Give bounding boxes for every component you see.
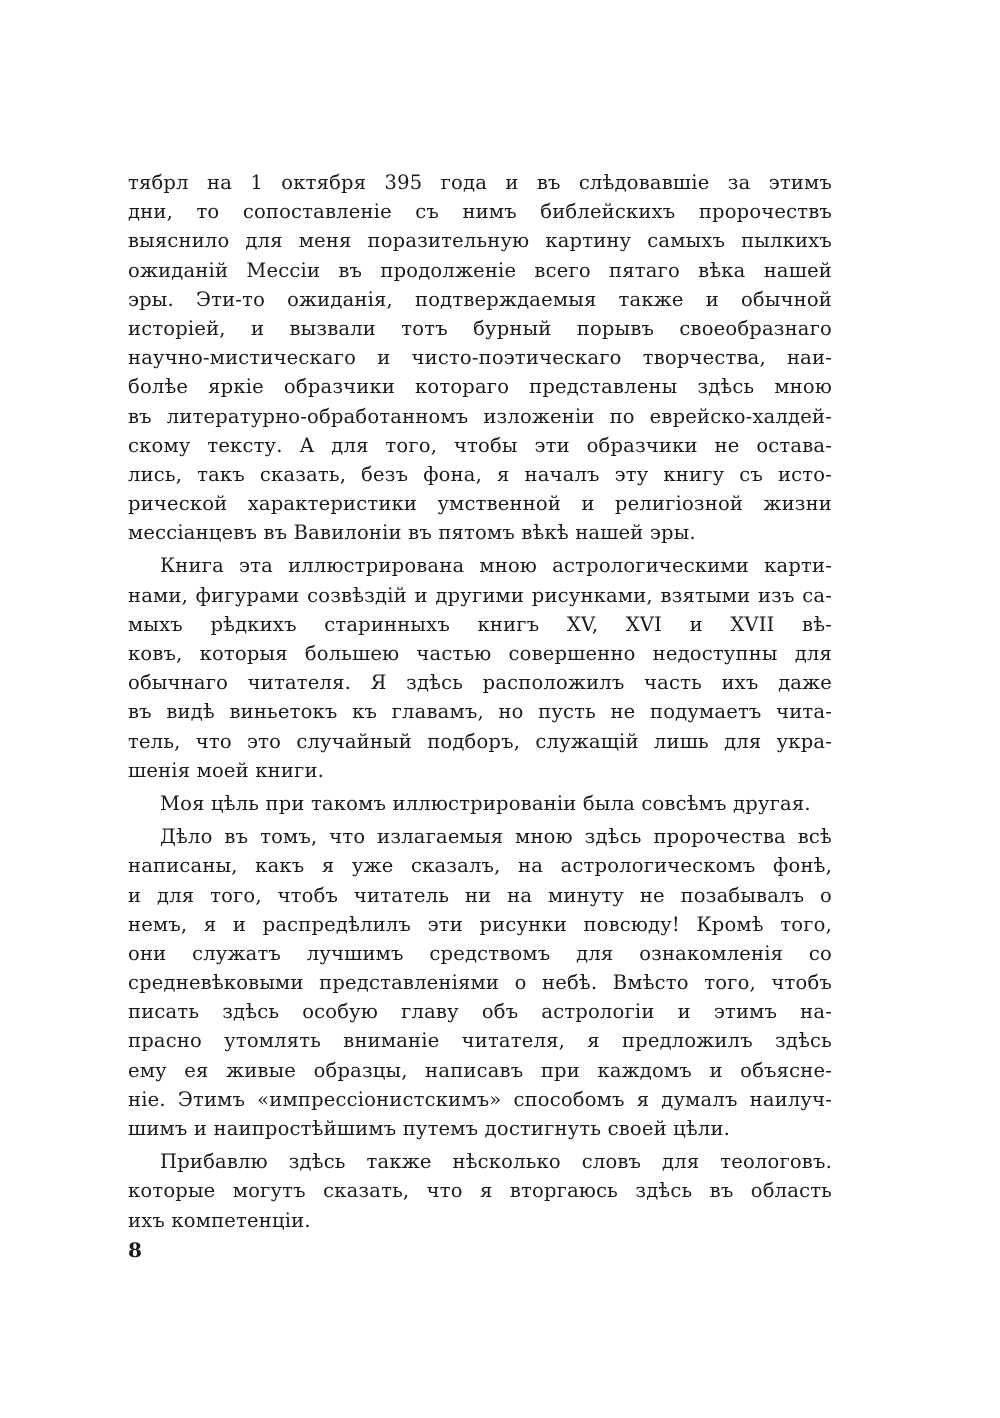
text-line: скому тексту. А для того, чтобы эти образчики не остава- (128, 433, 832, 457)
text-line: нами, фигурами созвѣздій и другими рисунками, взятыми изъ са- (128, 583, 832, 607)
text-line: научно-мистическаго и чисто-поэтическаго творчества, наи- (128, 346, 832, 370)
text-line: тель, что это случайный подборъ, служащій лишь для укра- (128, 729, 832, 753)
text-line: шимъ и наипростѣйшимъ путемъ достигнуть своей цѣли. (128, 1117, 731, 1140)
text-line: писать здѣсь особую главу объ астрологіи и этимъ на- (128, 1000, 832, 1024)
text-line: обычнаго читателя. Я здѣсь расположилъ часть ихъ даже (128, 671, 832, 695)
text-line: въ литературно-обработанномъ изложеніи по еврейско-халдей- (128, 404, 832, 428)
text-line: въ видѣ виньетокъ къ главамъ, но пусть не подумаетъ чита- (128, 700, 832, 724)
text-line: ему ея живые образцы, написавъ при каждомъ и объясне- (128, 1058, 832, 1082)
text-line: рической характеристики умственной и религіозной жизни (128, 492, 832, 516)
text-line: прасно утомлять вниманіе читателя, я предложилъ здѣсь (128, 1029, 832, 1053)
text-line: ніе. Этимъ «импрессіонистскимъ» способомъ я думалъ наилуч- (128, 1087, 832, 1111)
text-line: Книга эта иллюстрирована мною астрологическими карти- (160, 554, 832, 578)
text-line: они служатъ лучшимъ средствомъ для ознакомленія со (128, 941, 832, 965)
text-line: Моя цѣль при такомъ иллюстрированіи была совсѣмъ другая. (160, 791, 811, 815)
text-line: и для того, чтобъ читатель ни на минуту не позабывалъ о (128, 883, 832, 907)
text-line: мессіанцевъ въ Вавилоніи въ пятомъ вѣкѣ нашей эры. (128, 521, 696, 545)
text-line: тябрл на 1 октября 395 года и въ слѣдовавшіе за этимъ (128, 171, 832, 194)
text-line: эры. Эти-то ожиданія, подтверждаемыя также и обычной (128, 287, 832, 311)
text-line: средневѣковыми представленіями о небѣ. Вмѣсто того, чтобъ (128, 971, 832, 995)
text-line: ожиданій Мессіи въ продолженіе всего пятаго вѣка нашей (128, 258, 832, 282)
text-line: немъ, я и распредѣлилъ эти рисунки повсюду! Кромѣ того, (128, 912, 832, 936)
text-line: мыхъ рѣдкихъ старинныхъ книгъ XV, XVI и XVII вѣ- (128, 612, 832, 636)
text-line: которые могутъ сказать, что я вторгаюсь здѣсь въ область (128, 1179, 832, 1203)
text-line: шенія моей книги. (128, 758, 325, 782)
text-line: Дѣло въ томъ, что излагаемыя мною здѣсь пророчества всѣ (160, 825, 832, 849)
page-number: 8 (128, 1238, 142, 1262)
text-line: лись, такъ сказать, безъ фона, я началъ эту книгу съ исто- (128, 462, 832, 486)
text-line: написаны, какъ я уже сказалъ, на астрологическомъ фонѣ, (128, 854, 832, 878)
text-line: исторіей, и вызвали тотъ бурный порывъ своеобразнаго (128, 316, 832, 340)
text-line: выяснило для меня поразительную картину самыхъ пылкихъ (128, 229, 832, 253)
text-line: дни, то сопоставленіе съ нимъ библейскихъ пророчествъ (128, 200, 832, 224)
body-text (128, 168, 832, 1235)
text-line: болѣе яркіе образчики котораго представлены здѣсь мною (128, 375, 832, 399)
text-line: ихъ компетенціи. (128, 1208, 311, 1232)
text-line: Прибавлю здѣсь также нѣсколько словъ для теологовъ. (160, 1150, 832, 1174)
text-line: ковъ, которыя большею частью совершенно недоступны для (128, 642, 832, 665)
